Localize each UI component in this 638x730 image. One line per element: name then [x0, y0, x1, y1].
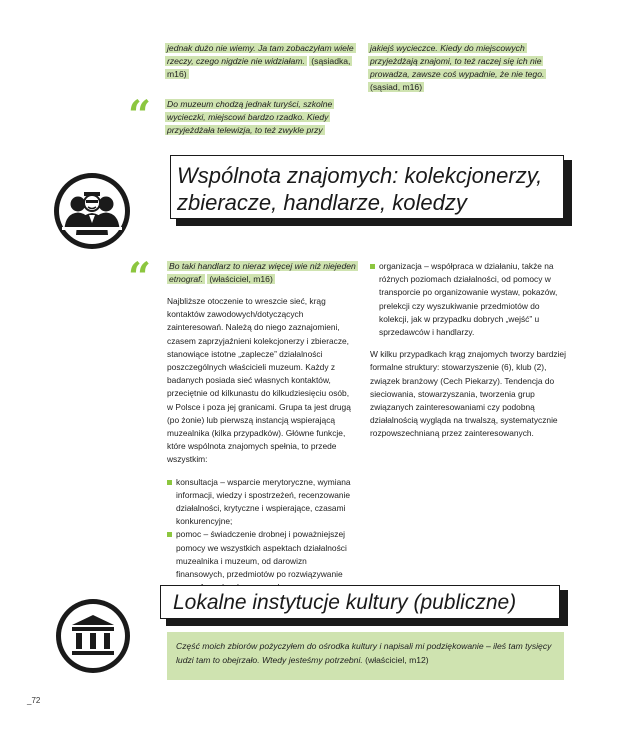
section-heading-institutions [160, 585, 560, 619]
quote-mark-icon: “ [128, 254, 146, 301]
community-paragraph: Najbliższe otoczenie to wreszcie sieć, krąg kontaktów zawodowych/dotyczących zainteresowań. Należą do niego zaznajomieni, czasem zaprzyjaźnieni kolekcjonerzy i zbieracze, stanowiące istotne „zaplecze” działalności poszczególnych właścicieli muzeum. Każdy z badanych posiada sieć własnych kontaktów, przeciętnie od kilkunastu do kilkudziesięciu osób, w Polsce i poza jej granicami. Grupa ta jest drugą (po żonie) lub pierwszą instancją wspierającą muzealnika (kilka przypadków). Główne funkcje, które wspólnota znajomych spełnia, to przede wszystkim: [167, 296, 351, 465]
heading-line-1: Wspólnota znajomych: kolekcjonerzy, [177, 163, 543, 188]
section-community-column-1 [167, 260, 357, 594]
quote-attribution: (właściciel, m16) [209, 274, 273, 284]
people-group-icon [52, 171, 132, 251]
quote-text: Bo taki handlarz to nieraz więcej wie niż niejeden etnograf. [169, 261, 356, 284]
community-functions-list [167, 476, 357, 595]
quote-attribution: (sąsiadka, m16) [167, 56, 351, 79]
list-item: konsultacja – wsparcie merytoryczne, wymiana informacji, wiedzy i spostrzeżeń, recenzowanie działalności, krytyczne i wspierające, czasami konkurencyjne; [167, 476, 357, 529]
institutions-quote-box [167, 632, 564, 680]
heading-line: Lokalne instytucje kultury (publiczne) [173, 591, 517, 614]
quote-text: jednak dużo nie wiemy. Ja tam zobaczyłam wiele rzeczy, czego nigdzie nie widziałam. [167, 43, 354, 66]
quote-mark-icon: “ [128, 92, 146, 139]
section-community-column-2 [370, 260, 566, 450]
museum-building-icon [54, 597, 132, 675]
page-number: _72 [27, 696, 41, 705]
quote-text: jakiejś wycieczce. Kiedy do miejscowych przyjeżdżają znajomi, to też raczej się ich nie prowadza, zawsze coś wypadnie, że nie tego. [370, 43, 545, 79]
quote-attribution: (właściciel, m12) [365, 655, 429, 665]
community-formal-structures-paragraph: W kilku przypadkach krąg znajomych tworzy bardziej formalne struktury: stowarzyszenie (6), klub (2), związek branżowy (Cech Piekarzy). Tendencja do sieciowania, stowarzyszania, tworzenia grup związanych zainteresowaniami czy podobną działalnością wygląda na trwalszą, systematycznie rozpowszechnianą przez zainteresowanych. [370, 349, 566, 439]
list-item: pomoc – świadczenie drobnej i poważniejszej pomocy we wszystkich aspektach działalności muzealnika i muzeum, od darowizn finansowych, przedmiotów po rozwiązywanie [167, 528, 357, 594]
heading-line-2: zbieracze, handlarze, koledzy [177, 190, 467, 215]
top-left-quote-1 [165, 42, 355, 81]
top-right-quote [368, 42, 568, 94]
quote-text: Część moich zbiorów pożyczyłem do ośrodka kultury i napisali mi podziękowanie – ileś tam tysięcy ludzi tam to obejrzało. Wtedy jesteśmy potrzebni. [176, 641, 552, 665]
list-item: organizacja – współpraca w działaniu, także na różnych poziomach działalności, od pomocy w transporcie po organizowanie wystaw, pokazów, prelekcji czy wyszukiwanie przedmiotów do kolekcji, jak w przypadku dobrych „wejść” u sprzedawców i handlarzy. [370, 260, 566, 339]
section-heading-community [170, 155, 564, 219]
top-left-quote-2 [165, 98, 360, 137]
quote-text: Do muzeum chodzą jednak turyści, szkolne wycieczki, miejscowi bardzo rzadko. Kiedy przyjeżdżała telewizja, to też zwykle przy [167, 99, 333, 135]
community-quote [167, 260, 357, 286]
quote-attribution: (sąsiad, m16) [370, 82, 423, 92]
community-functions-list-cont [370, 260, 566, 339]
